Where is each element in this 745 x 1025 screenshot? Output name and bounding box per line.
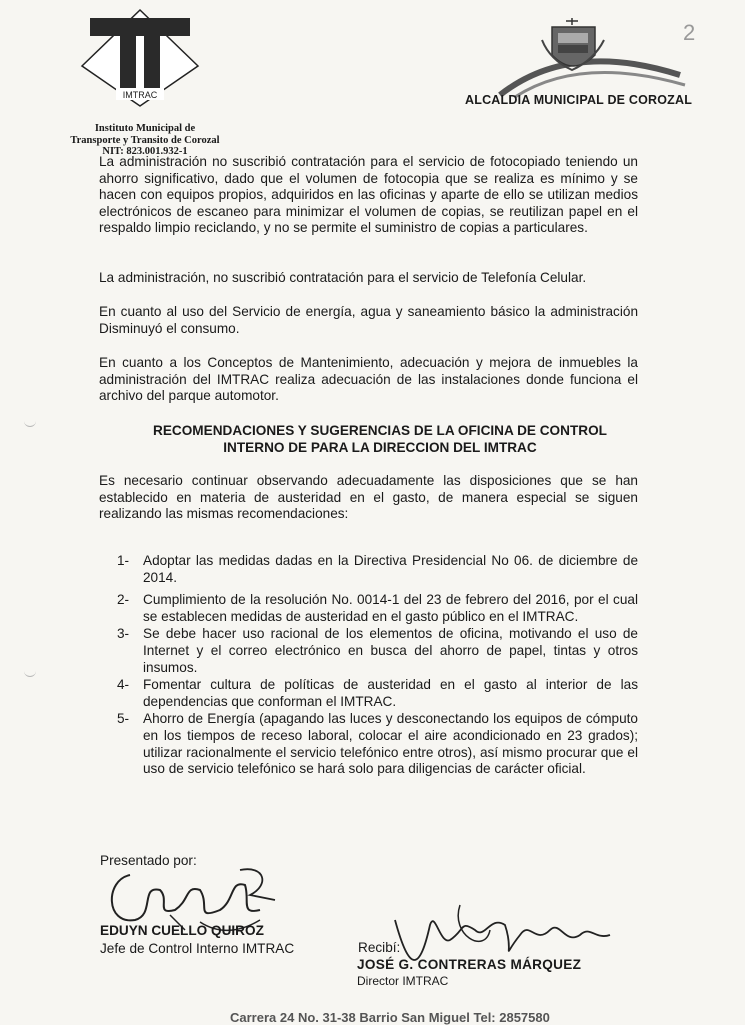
signer-role: Jefe de Control Interno IMTRAC bbox=[100, 941, 295, 956]
paragraph-mantenimiento: En cuanto a los Conceptos de Mantenimiento, adecuación y mejora de inmuebles la administración del IMTRAC realiza adecuación de las instalaciones donde funciona el archivo del parque automotor. bbox=[99, 355, 638, 404]
paragraph-fotocopiado: La administración no suscribió contratación para el servicio de fotocopiado teniendo un ahorro significativo, dado que el volumen de fotocopia que se realiza es mínimo y se hacen con equipos propios, adquiridos en las oficinas y aparte de ello se utilizan medios electrónicos de escaneo para minimizar el volumen de copias, se reutilizan papel en el respaldo limpio reciclando, y no se permite el suministro de copias a particulares. bbox=[99, 154, 638, 236]
heading-line: INTERNO DE PARA LA DIRECCION DEL IMTRAC bbox=[223, 439, 537, 455]
item-number: 3- bbox=[117, 626, 130, 642]
paragraph-recomendaciones-intro: Es necesario continuar observando adecuadamente las disposiciones que se han establecido en materia de austeridad en el gasto, de manera especial se siguen realizando las mismas recomendaciones: bbox=[99, 473, 638, 522]
item-text: Adoptar las medidas dadas en la Directiva Presidencial No 06. de diciembre de 2014. bbox=[143, 553, 638, 585]
list-item bbox=[117, 711, 638, 777]
recommendations-list bbox=[117, 553, 638, 779]
item-number: 1- bbox=[117, 553, 130, 568]
page-number: 2 bbox=[683, 20, 696, 45]
paragraph-energia: En cuanto al uso del Servicio de energía, agua y saneamiento básico la administración Disminuyó el consumo. bbox=[99, 304, 638, 336]
heading-line: RECOMENDACIONES Y SUGERENCIAS DE LA OFICINA DE CONTROL bbox=[153, 423, 607, 438]
alcaldia-crest bbox=[480, 15, 690, 100]
item-number: 2- bbox=[117, 592, 130, 608]
paragraph-telefonia: La administración, no suscribió contratación para el servicio de Telefonía Celular. bbox=[99, 270, 587, 285]
item-number: 4- bbox=[117, 677, 130, 693]
list-item bbox=[117, 553, 638, 586]
received-label: Recibí: bbox=[358, 940, 401, 955]
alcaldia-title: ALCALDIA MUNICIPAL DE COROZAL bbox=[465, 93, 693, 107]
presented-by-label: Presentado por: bbox=[100, 853, 197, 868]
list-item bbox=[117, 592, 638, 625]
item-text: Cumplimiento de la resolución No. 0014-1 del 23 de febrero del 2016, por el cual se establecen medidas de austeridad en el gasto público en el IMTRAC. bbox=[143, 592, 638, 624]
punch-hole-mark bbox=[24, 670, 36, 677]
director-name: JOSÉ G. CONTRERAS MÁRQUEZ bbox=[357, 957, 582, 972]
list-item bbox=[117, 626, 638, 676]
logo-text: IMTRAC bbox=[122, 90, 158, 100]
imtrac-logo bbox=[80, 8, 200, 108]
item-text: Se debe hacer uso racional de los elementos de oficina, motivando el uso de Internet y el correo electrónico en busca del ahorro de papel, tintas y otros insumos. bbox=[143, 626, 638, 675]
institute-line: Instituto Municipal de bbox=[94, 123, 196, 134]
list-item bbox=[117, 677, 638, 710]
institute-line: Transporte y Transito de Corozal bbox=[70, 134, 220, 146]
institute-name bbox=[45, 123, 245, 158]
section-heading bbox=[120, 423, 640, 456]
institute-nit: NIT: 823.001.932-1 bbox=[102, 146, 188, 157]
item-text: Ahorro de Energía (apagando las luces y desconectando los equipos de cómputo en los tiempos de receso laboral, colocar el aire acondicionado en 23 grados); utilizar racionalmente el servicio telefónico entre otros), así mismo procurar que el uso de servicio telefónico se hará solo para diligencias de carácter oficial. bbox=[143, 711, 638, 777]
director-role: Director IMTRAC bbox=[357, 974, 449, 988]
item-number: 5- bbox=[117, 711, 130, 727]
signer-name: EDUYN CUELLO QUIROZ bbox=[100, 923, 264, 938]
item-text: Fomentar cultura de políticas de austeridad en el gasto al interior de las dependencias que conforman el IMTRAC. bbox=[143, 677, 638, 709]
punch-hole-mark bbox=[24, 420, 36, 427]
footer-address: Carrera 24 No. 31-38 Barrio San Miguel Tel: 2857580 bbox=[230, 1010, 550, 1025]
